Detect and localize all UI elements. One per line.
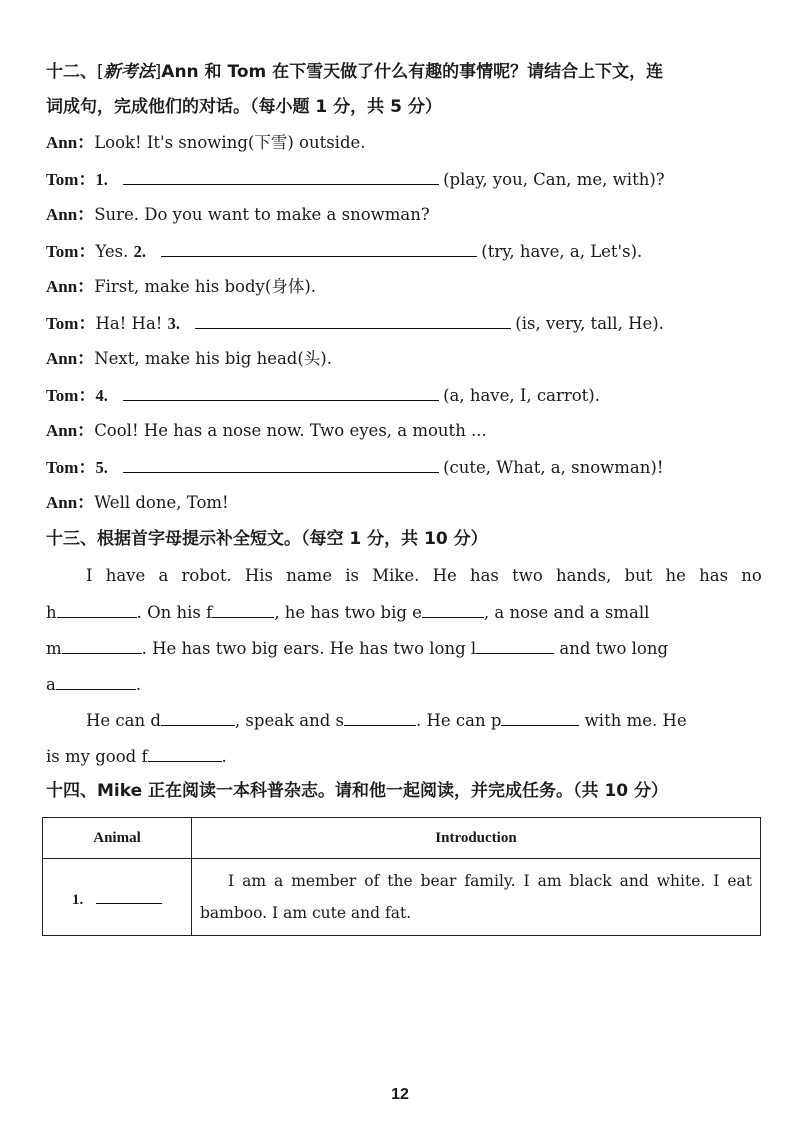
letter-blank-d[interactable] [161,708,235,726]
passage-line-2: h . On his f , he has two big e , a nose and a small [46,600,762,624]
letter-blank-p[interactable] [501,708,579,726]
dialogue-line: Ann：Look! It's snowing(下雪) outside. [46,133,366,152]
letter-blank-m[interactable] [62,636,142,654]
letter-blank-f[interactable] [212,600,274,618]
dialogue-line: Tom：Ha! Ha! 3. (is, very, tall, He). [46,311,664,335]
dialogue-line: Tom：1. (play, you, Can, me, with)? [46,167,665,191]
answer-blank-2[interactable] [161,239,477,257]
dialogue-line: Tom：4. (a, have, I, carrot). [46,383,600,407]
letter-blank-h[interactable] [57,600,137,618]
dialogue-line: Ann：Next, make his big head(头). [46,349,332,368]
passage-line-6: is my good f . [46,744,762,768]
animal-cell: 1. [43,859,192,936]
page-number: 12 [391,1086,409,1103]
table-header-row [43,818,761,859]
header-animal: Animal [43,818,192,859]
dialogue-line: Tom：Yes. 2. (try, have, a, Let's). [46,239,642,263]
table-row [43,859,761,936]
dialogue-line: Ann：Cool! He has a nose now. Two eyes, a mouth ... [46,421,487,440]
letter-blank-l[interactable] [476,636,554,654]
answer-blank-3[interactable] [195,311,511,329]
dialogue-line: Ann：Sure. Do you want to make a snowman? [46,205,430,224]
letter-blank-s[interactable] [344,708,416,726]
passage-line-1: I have a robot. His name is Mike. He has two hands, but he has no [86,566,762,585]
introduction-cell: I am a member of the bear family. I am black and white. I eat bamboo. I am cute and fat. [192,859,761,936]
letter-blank-e[interactable] [422,600,484,618]
section-13-title: 十三、根据首字母提示补全短文。（每空 1 分，共 10 分） [46,529,488,549]
answer-blank-5[interactable] [123,455,439,473]
dialogue-line: Tom：5. (cute, What, a, snowman)! [46,455,663,479]
passage-line-3: m . He has two big ears. He has two long l and two long [46,636,762,660]
section-12-title: 十二、[新考法]Ann 和 Tom 在下雪天做了什么有趣的事情呢？请结合上下文，连 [46,62,664,82]
passage-line-4: a . [46,672,762,696]
answer-blank-1[interactable] [123,167,439,185]
new-method-tag: [新考法] [97,62,162,82]
passage-line-5: He can d , speak and s . He can p with me. He [46,708,762,732]
animal-answer-blank[interactable] [96,886,162,904]
section-14-title: 十四、Mike 正在阅读一本科普杂志。请和他一起阅读，并完成任务。（共 10 分） [46,781,669,801]
animal-intro-table [42,817,761,936]
header-introduction: Introduction [192,818,761,859]
letter-blank-a[interactable] [56,672,136,690]
section-12-title-line2: 词成句，完成他们的对话。（每小题 1 分，共 5 分） [46,97,442,117]
answer-blank-4[interactable] [123,383,439,401]
dialogue-line: Ann：First, make his body(身体). [46,277,316,296]
dialogue-line: Ann：Well done, Tom! [46,493,229,512]
letter-blank-f2[interactable] [148,744,222,762]
